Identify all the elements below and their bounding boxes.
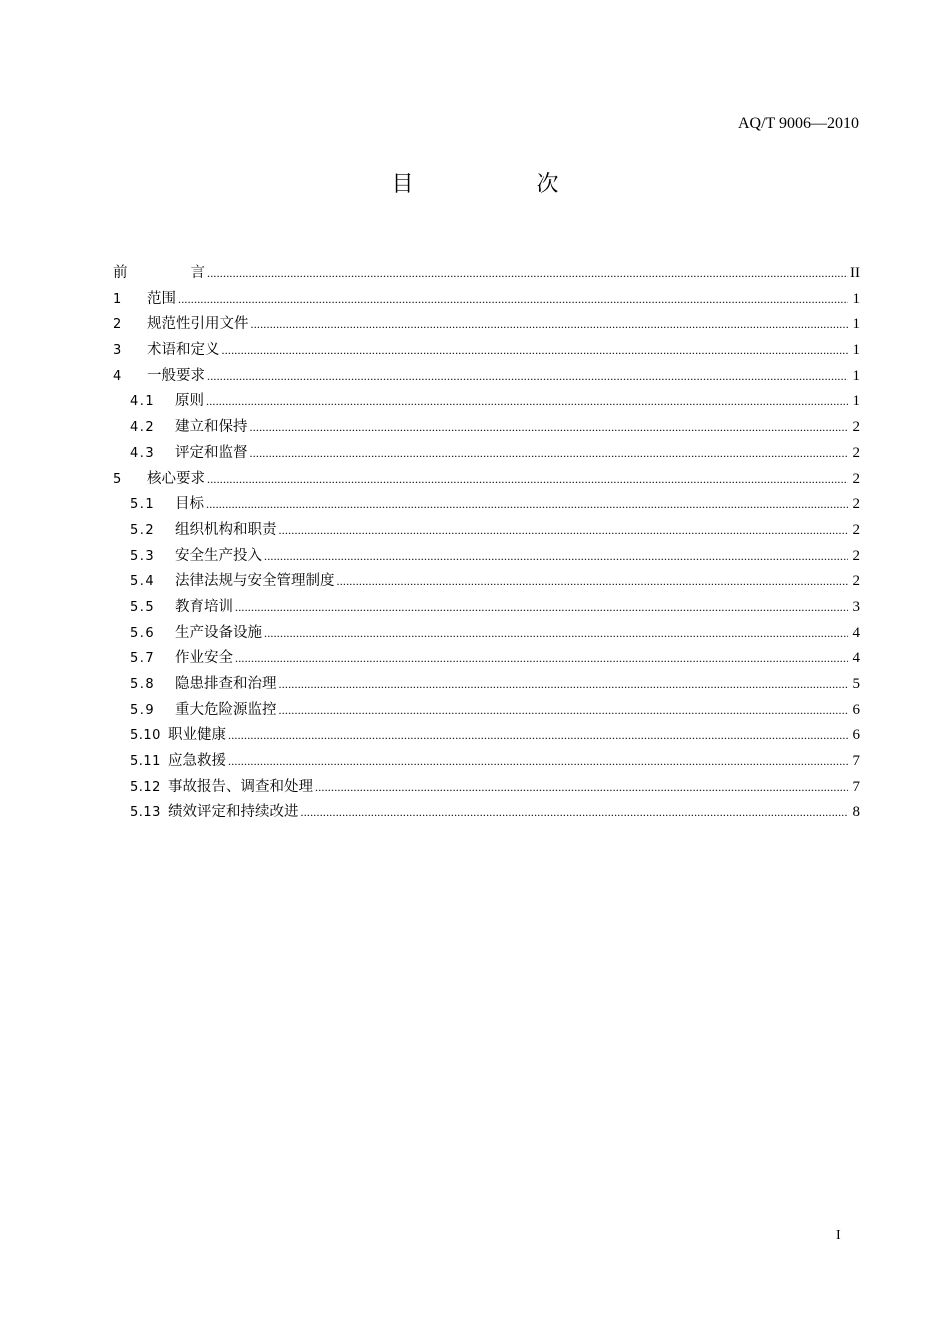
dot-leader	[250, 415, 849, 441]
toc-entry-page: 1	[852, 367, 860, 384]
toc-entry-page: 4	[852, 650, 860, 667]
toc-entry-number: 5.3	[130, 548, 156, 564]
dot-leader	[279, 518, 849, 544]
dot-leader	[228, 749, 848, 775]
toc-entry-label: 应急救援	[168, 753, 226, 770]
toc-entry-label: 法律法规与安全管理制度	[175, 573, 335, 590]
toc-entry-number: 2	[113, 317, 123, 333]
toc-entry[interactable]	[113, 621, 860, 647]
toc-entry-label: 建立和保持	[175, 419, 248, 436]
toc-entry-number: 5.11	[130, 754, 161, 770]
toc-entry[interactable]	[113, 287, 860, 313]
toc-entry[interactable]	[113, 646, 860, 672]
toc-entry-label: 事故报告、调查和处理	[168, 778, 313, 795]
toc-entry-label: 隐患排查和治理	[175, 676, 277, 692]
dot-leader	[250, 441, 849, 467]
dot-leader	[206, 492, 848, 518]
toc-entry-number: 5.5	[130, 599, 156, 615]
toc-entry[interactable]	[113, 338, 860, 364]
toc-entry-page: 1	[852, 342, 860, 359]
toc-entry-label: 职业健康	[168, 727, 226, 744]
toc-entry-page: 2	[852, 521, 860, 538]
toc-entry-number: 5.7	[130, 651, 156, 667]
dot-leader	[222, 338, 849, 364]
toc-title: 目 次	[391, 172, 617, 197]
toc-entry-page: 2	[852, 573, 860, 590]
dot-leader	[337, 569, 849, 595]
toc-entry-label: 前	[113, 265, 191, 281]
toc-entry-label: 规范性引用文件	[147, 316, 249, 333]
toc-entry-page: 2	[852, 444, 860, 461]
toc-entry-page: 6	[852, 701, 860, 718]
toc-entry-number: 3	[113, 343, 123, 359]
toc-entry-label: 安全生产投入	[175, 547, 262, 564]
toc-entry-page: 5	[852, 676, 860, 692]
toc-entry[interactable]	[113, 389, 860, 415]
dot-leader	[264, 621, 848, 647]
toc-entry[interactable]	[113, 492, 860, 518]
toc-entry[interactable]	[113, 415, 860, 441]
toc-entry-page: 3	[852, 598, 860, 615]
toc-entry-number: 5.4	[130, 574, 156, 590]
toc-entry-page: 8	[852, 804, 860, 821]
toc-entry-label: 生产设备设施	[175, 624, 262, 641]
toc-entry-page: 2	[852, 496, 860, 513]
dot-leader	[235, 595, 848, 621]
toc-entry-label: 核心要求	[147, 470, 205, 487]
table-of-contents	[113, 261, 860, 826]
toc-entry-label: 组织机构和职责	[175, 521, 277, 538]
toc-entry[interactable]	[113, 672, 860, 698]
toc-entry-preface[interactable]	[113, 261, 860, 287]
toc-entry-label: 重大危险源监控	[175, 701, 277, 718]
dot-leader	[315, 775, 848, 801]
toc-entry[interactable]	[113, 698, 860, 724]
dot-leader	[264, 544, 848, 570]
toc-entry-page: 2	[852, 419, 860, 436]
toc-entry-number: 5.8	[130, 677, 156, 692]
toc-entry[interactable]	[113, 312, 860, 338]
toc-entry[interactable]	[113, 544, 860, 570]
dot-leader	[235, 646, 848, 672]
toc-entry-number: 4.2	[130, 420, 156, 436]
toc-entry-page: 6	[852, 727, 860, 744]
toc-entry-page: 1	[852, 393, 860, 410]
toc-entry-label: 一般要求	[147, 367, 205, 384]
toc-entry-page: 2	[852, 470, 860, 487]
dot-leader	[279, 672, 849, 698]
toc-entry[interactable]	[113, 467, 860, 493]
toc-entry-label: 评定和监督	[175, 444, 248, 461]
toc-entry[interactable]	[113, 749, 860, 775]
toc-entry-label: 目标	[175, 496, 204, 513]
toc-entry[interactable]	[113, 569, 860, 595]
toc-entry-number: 5.12	[130, 779, 161, 795]
toc-entry-number: 5.1	[130, 497, 156, 513]
document-code: AQ/T 9006—2010	[737, 115, 859, 132]
toc-entry-number: 4.3	[130, 445, 156, 461]
toc-entry-label: 原则	[175, 393, 204, 410]
toc-entry-label: 绩效评定和持续改进	[168, 804, 299, 821]
dot-leader	[251, 312, 849, 338]
toc-entry[interactable]	[113, 441, 860, 467]
toc-entry[interactable]	[113, 364, 860, 390]
toc-entry-number: 5.9	[130, 702, 156, 718]
toc-entry-page: 1	[852, 316, 860, 333]
toc-entry-label: 教育培训	[175, 598, 233, 615]
toc-entry-label: 范围	[147, 290, 176, 307]
dot-leader	[178, 287, 848, 313]
dot-leader	[301, 800, 849, 826]
toc-entry-page: 7	[852, 753, 860, 770]
toc-entry-page: II	[850, 265, 860, 281]
dot-leader	[228, 723, 848, 749]
toc-entry-number: 5.13	[130, 805, 161, 821]
toc-entry[interactable]	[113, 723, 860, 749]
toc-entry-number: 5.6	[130, 625, 156, 641]
toc-entry-number: 5.10	[130, 728, 161, 744]
toc-entry-page: 2	[852, 547, 860, 564]
dot-leader	[207, 467, 848, 493]
toc-entry-number: 5	[113, 471, 123, 487]
toc-entry-number: 5.2	[130, 522, 156, 538]
dot-leader	[207, 364, 848, 390]
toc-entry-label: 作业安全	[175, 650, 233, 667]
dot-leader	[207, 261, 848, 287]
toc-entry[interactable]	[113, 518, 860, 544]
page-number: I	[836, 1228, 841, 1243]
toc-entry[interactable]	[113, 775, 860, 801]
toc-entry-number: 1	[113, 291, 123, 307]
toc-entry[interactable]	[113, 800, 860, 826]
dot-leader	[279, 698, 849, 724]
dot-leader	[206, 389, 848, 415]
toc-entry-label: 言	[190, 265, 205, 281]
toc-entry-page: 4	[852, 624, 860, 641]
toc-entry-label: 术语和定义	[147, 342, 220, 359]
toc-entry-number: 4.1	[130, 394, 156, 410]
toc-entry[interactable]	[113, 595, 860, 621]
toc-entry-page: 1	[852, 290, 860, 307]
toc-entry-number: 4	[113, 368, 123, 384]
toc-entry-page: 7	[852, 778, 860, 795]
